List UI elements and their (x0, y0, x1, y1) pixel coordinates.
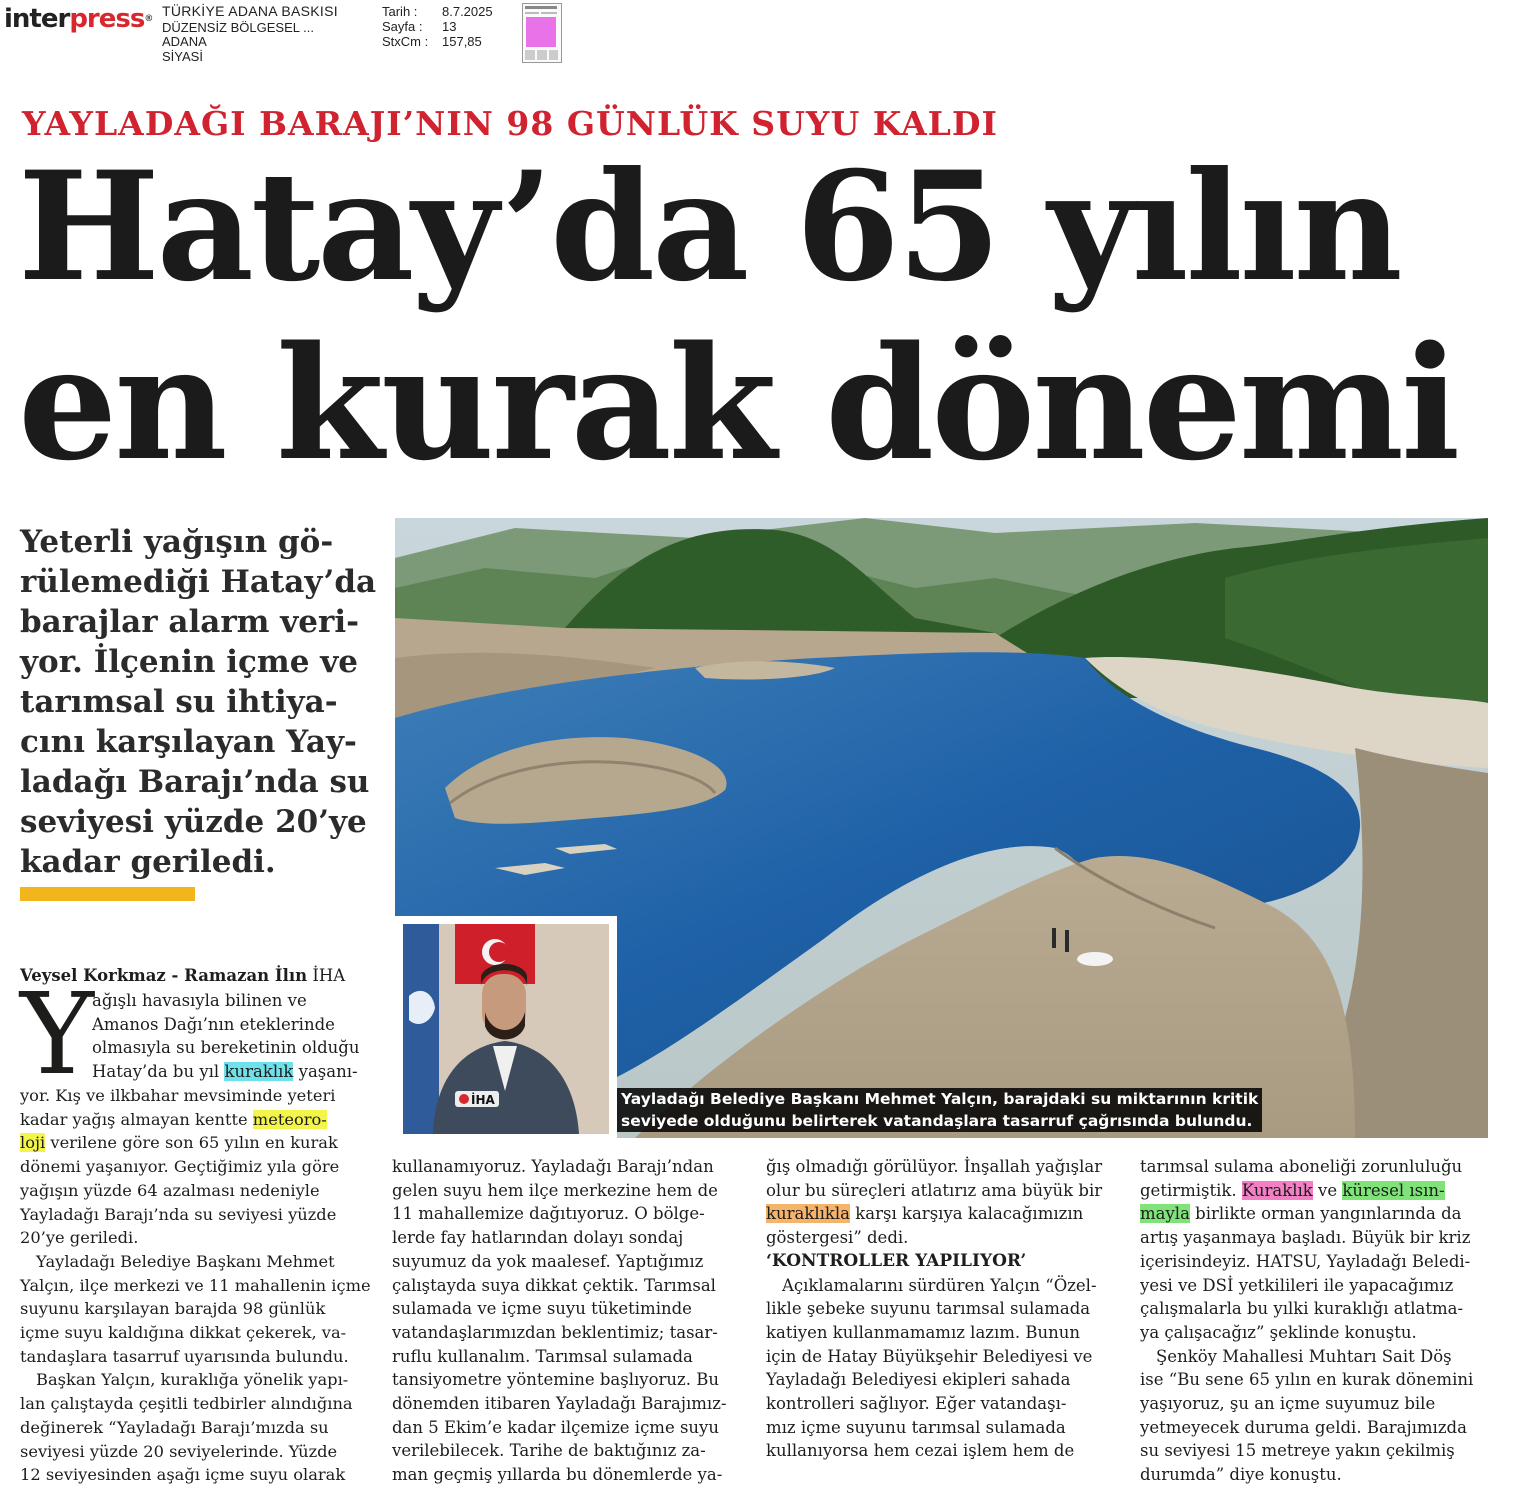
body-line: yetmeyecek duruma geldi. Barajımızda (1140, 1417, 1467, 1437)
body-line: lan çalıştayda çeşitli tedbirler alındığına (20, 1394, 353, 1414)
highlight-keyword: küresel ısın- (1342, 1180, 1445, 1200)
body-line: ruflu kullanalım. Tarımsal sulamada (392, 1346, 693, 1366)
body-line: getirmiştik. Kuraklık ve küresel ısın- (1140, 1180, 1445, 1200)
body-line: 12 seviyesinden aşağı içme suyu olarak (20, 1465, 346, 1485)
lead-line: cını karşılayan Yay- (20, 724, 357, 760)
body-line: 11 mahallemize dağıtıyoruz. O bölge- (392, 1204, 705, 1224)
caption-line: seviyede olduğunu belirterek vatandaşlara tasarruf çağrısında bulundu. (617, 1110, 1262, 1132)
iha-watermark: İHA (471, 1093, 495, 1107)
body-line: olmasıyla su bereketinin olduğu (92, 1038, 360, 1058)
lead-line: seviyesi yüzde 20’ye (20, 804, 367, 840)
lead-line: tarımsal su ihtiya- (20, 684, 338, 720)
body-line: tarımsal sulama aboneliği zorunluluğu (1140, 1157, 1463, 1176)
lead-line: barajlar alarm veri- (20, 604, 359, 640)
body-line: dan 5 Ekim’e kadar ilçemize içme suyu (392, 1417, 720, 1437)
body-line: seviyesi yüzde 20 seviyelerinde. Yüzde (20, 1441, 338, 1461)
body-line: mız içme suyunu tarımsal sulamada (766, 1417, 1066, 1437)
size-label: StxCm : (382, 34, 429, 49)
page-thumbnail[interactable] (522, 3, 562, 63)
body-line: çalıştayda suya dikkat çektik. Tarımsal (392, 1275, 716, 1295)
body-line: Yayladağı Belediyesi ekipleri sahada (766, 1370, 1071, 1390)
lead-line: rülemediği Hatay’da (20, 564, 377, 600)
body-line: gelen suyu hem ilçe merkezine hem de (392, 1180, 718, 1200)
publication-city: ADANA (162, 34, 207, 49)
lead-line: Yeterli yağışın gö- (20, 524, 334, 560)
body-line: ya çalışacağız” şeklinde konuştu. (1140, 1322, 1417, 1342)
article-kicker: YAYLADAĞI BARAJI’NIN 98 GÜNLÜK SUYU KALDI (22, 104, 998, 143)
body-line: göstergesi” dedi. (766, 1228, 909, 1248)
body-line: kontrolleri sağlıyor. Eğer vatandaşı- (766, 1394, 1067, 1414)
page-label: Sayfa : (382, 19, 423, 34)
body-line: yor. Kış ve ilkbahar mevsiminde yeteri (20, 1086, 336, 1105)
publication-type: DÜZENSİZ BÖLGESEL ... (162, 20, 314, 35)
highlight-keyword: Kuraklık (1241, 1180, 1313, 1200)
body-line: ğış olmadığı görülüyor. İnşallah yağışlar (766, 1157, 1103, 1176)
highlight-keyword: kuraklık (224, 1062, 294, 1082)
body-column-1-top (92, 989, 359, 1084)
page-value: 13 (442, 19, 457, 34)
photo-caption (617, 1088, 1262, 1132)
body-line: yesi ve DSİ yetkilileri ile yapacağımız (1140, 1275, 1454, 1295)
body-line: tandaşlara tasarruf uyarısında bulundu. (20, 1346, 349, 1366)
body-line: man geçmiş yıllarda bu dönemlerde ya- (392, 1465, 723, 1485)
lead-line: ladağı Barajı’nda su (20, 764, 370, 800)
size-value: 157,85 (442, 34, 482, 49)
body-column-2 (392, 1155, 726, 1487)
body-line: sulamada ve içme suyu tüketiminde (392, 1299, 692, 1319)
body-line: likle şebeke suyunu tarımsal sulamada (766, 1299, 1091, 1319)
body-line: kuraklıkla karşı karşıya kalacağımızın (766, 1204, 1084, 1224)
interpress-logo: interpress® (4, 4, 153, 34)
body-line: çalışmalarla bu yılki kuraklığı atlatma- (1140, 1299, 1464, 1319)
lead-line: kadar geriledi. (20, 844, 276, 880)
caption-line: Yayladağı Belediye Başkanı Mehmet Yalçın, barajdaki su miktarının kritik (617, 1088, 1262, 1110)
publication-name: TÜRKİYE ADANA BASKISI (162, 3, 338, 19)
highlight-keyword: kuraklıkla (766, 1204, 851, 1224)
byline-agency: İHA (312, 966, 346, 985)
body-line: kullanamıyoruz. Yayladağı Barajı’ndan (392, 1157, 714, 1176)
body-line: olur bu süreçleri atlatırız ama büyük bir (766, 1180, 1103, 1200)
section-subheading: ‘KONTROLLER YAPILIYOR’ (766, 1250, 1027, 1271)
body-line: Yayladağı Belediye Başkanı Mehmet (36, 1251, 335, 1271)
body-line: dönemi yaşanıyor. Geçtiğimiz yıla göre (20, 1157, 340, 1177)
body-line: dönemden itibaren Yayladağı Barajımız- (392, 1394, 727, 1414)
mayor-portrait-photo (395, 916, 617, 1138)
body-line: tansiyometre yöntemine başlıyoruz. Bu (392, 1370, 719, 1390)
date-label: Tarih : (382, 4, 418, 19)
body-line: 20’ye geriledi. (20, 1228, 139, 1248)
highlight-keyword: meteoro- (252, 1109, 327, 1129)
body-column-3 (766, 1155, 1102, 1463)
article-title-line-2: en kurak dönemi (18, 312, 1458, 495)
body-column-4 (1140, 1155, 1473, 1487)
body-line: vatandaşlarımızdan beklentimiz; tasar- (392, 1322, 718, 1342)
body-line: yaşıyoruz, şu an içme suyumuz bile (1140, 1394, 1436, 1414)
lead-line: yor. İlçenin içme ve (20, 644, 358, 680)
body-line: Başkan Yalçın, kuraklığa yönelik yapı- (36, 1370, 349, 1390)
body-line: Yayladağı Barajı’nda su seviyesi yüzde (20, 1204, 337, 1224)
body-line: artış yaşanmaya başladı. Büyük bir kriz (1140, 1228, 1471, 1248)
body-line: Yalçın, ilçe merkezi ve 11 mahallenin içme (20, 1275, 371, 1295)
body-line: için de Hatay Büyükşehir Belediyesi ve (766, 1346, 1093, 1366)
highlight-keyword: mayla (1140, 1204, 1190, 1224)
body-line: su seviyesi 15 metreye yakın çekilmiş (1140, 1441, 1455, 1461)
body-line: kadar yağış almayan kentte meteoro- (20, 1109, 327, 1129)
body-line: verilebilecek. Tarihe de baktığınız za- (392, 1441, 706, 1461)
body-line: değinerek “Yayladağı Barajı’mızda su (20, 1417, 329, 1437)
clipping-header (0, 0, 1514, 70)
body-line: içerisindeyiz. HATSU, Yayladağı Beledi- (1140, 1251, 1471, 1271)
body-line: içme suyu kaldığına dikkat çekerek, va- (20, 1323, 347, 1343)
body-line: suyunu karşılayan barajda 98 günlük (20, 1299, 326, 1319)
highlight-keyword: loji (20, 1133, 46, 1153)
body-line: ağışlı havasıyla bilinen ve (92, 991, 307, 1010)
body-line: kullanıyorsa hem cezai işlem hem de (766, 1441, 1075, 1461)
body-column-1 (20, 1084, 371, 1487)
body-line: lerde fay hatlarından dolayı sondaj (392, 1228, 684, 1248)
date-value: 8.7.2025 (442, 4, 493, 19)
body-line: mayla birlikte orman yangınlarında da (1140, 1204, 1462, 1224)
byline-authors: Veysel Korkmaz - Ramazan İlın (20, 966, 308, 985)
publication-category: SİYASİ (162, 49, 203, 64)
body-line: ise “Bu sene 65 yılın en kurak dönemini (1140, 1370, 1474, 1390)
body-line: Hatay’da bu yıl kuraklık yaşanı- (92, 1062, 358, 1082)
body-line: loji verilene göre son 65 yılın en kurak (20, 1133, 338, 1153)
body-line: Açıklamalarını sürdüren Yalçın “Özel- (782, 1275, 1097, 1295)
body-line: durumda” diye konuştu. (1140, 1465, 1342, 1485)
article-title-line-1: Hatay’da 65 yılın (18, 139, 1400, 315)
body-line: Şenköy Mahallesi Muhtarı Sait Döş (1156, 1346, 1452, 1366)
body-line: katiyen kullanmamamız lazım. Bunun (766, 1322, 1081, 1342)
lead-accent-bar (20, 887, 195, 901)
article-lead (20, 522, 378, 882)
body-line: yağışın yüzde 64 azalması nedeniyle (20, 1180, 320, 1200)
body-line: Amanos Dağı’nın eteklerinde (92, 1014, 335, 1034)
body-line: suyumuz da yok maalesef. Yaptığımız (392, 1251, 704, 1271)
drop-cap: Y (20, 970, 94, 1100)
